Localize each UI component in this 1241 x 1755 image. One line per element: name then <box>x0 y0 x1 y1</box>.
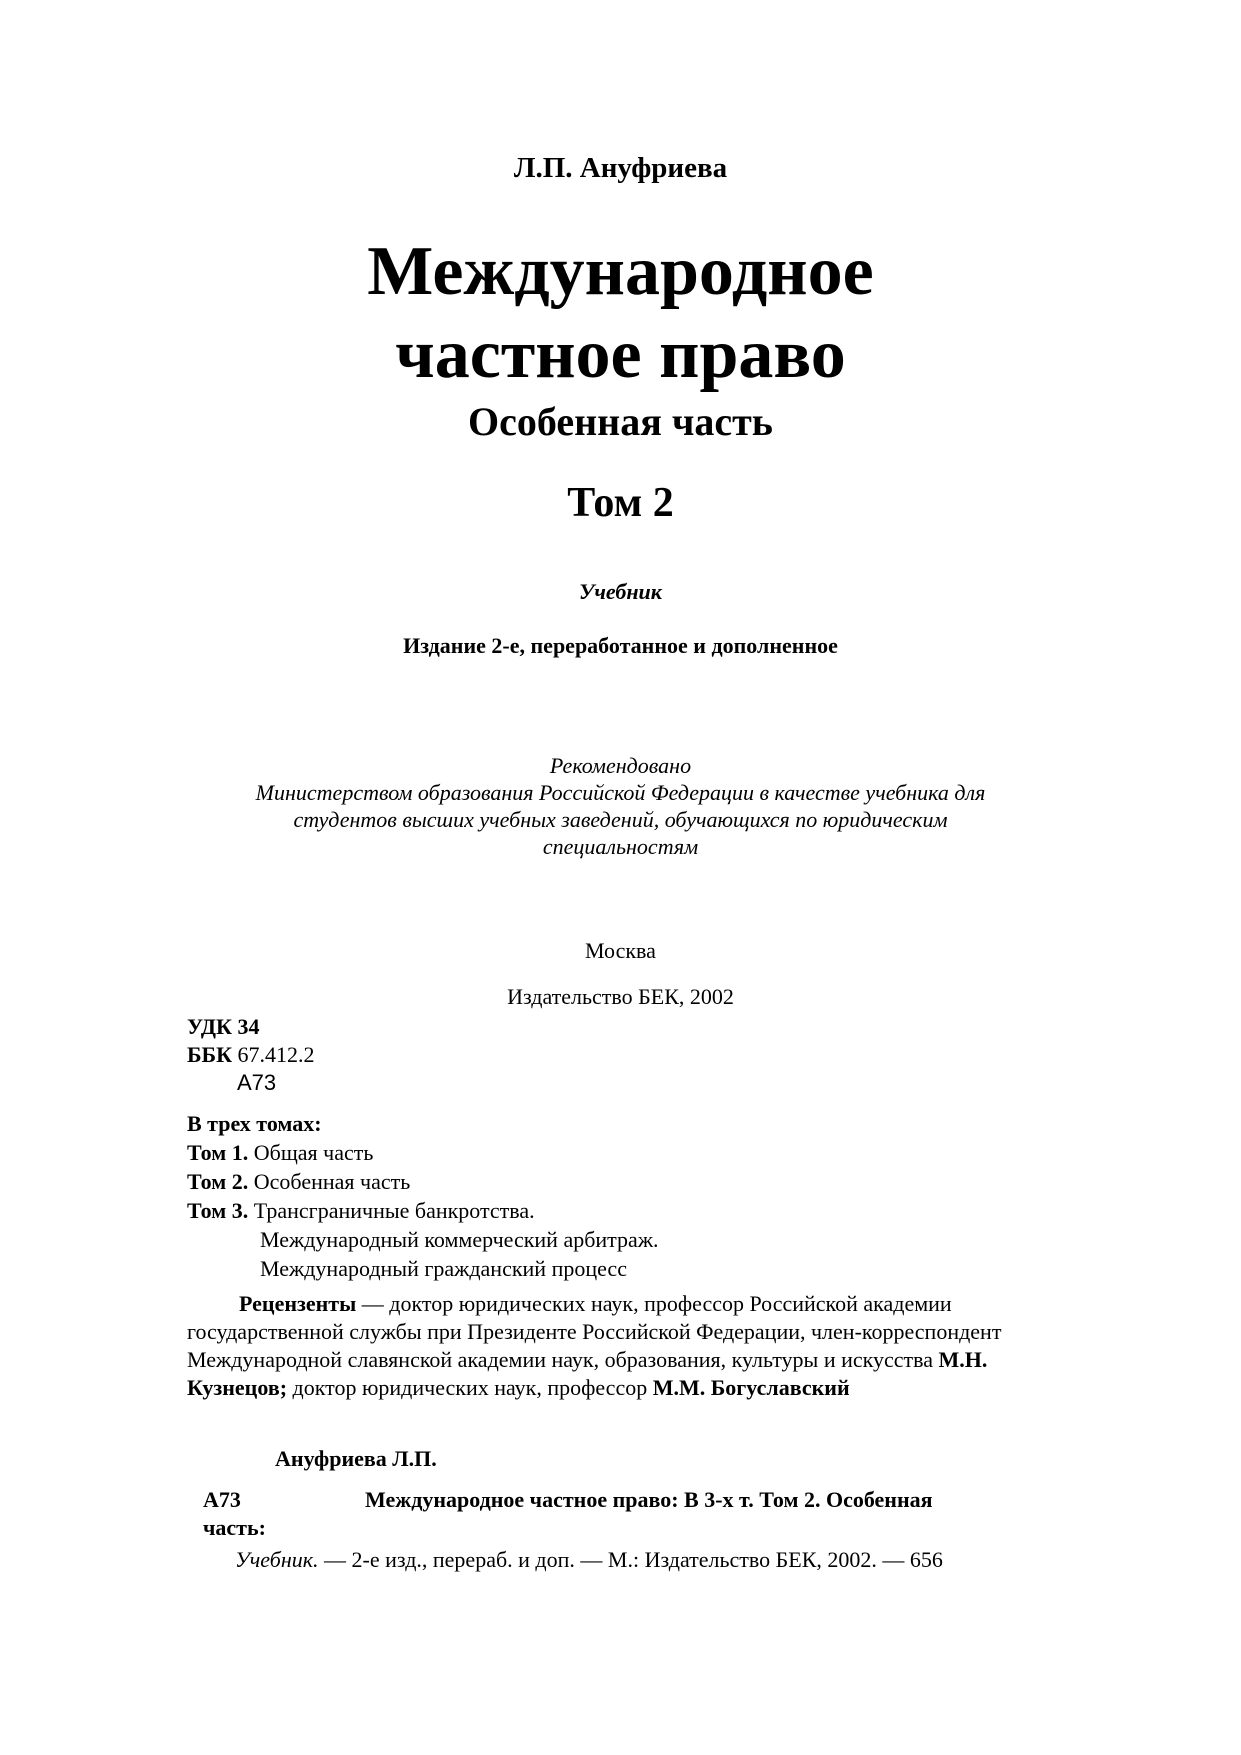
catalog-card-author: Ануфриева Л.П. <box>275 1446 437 1471</box>
volume-entry: Том 2. Особенная часть <box>187 1169 411 1194</box>
reviewer-name: М.Н. Кузнецов; <box>187 1347 988 1400</box>
reviewer-name: М.М. Богуславский <box>652 1375 850 1400</box>
volumes-header: В трех томах: <box>187 1111 322 1136</box>
classification-codes <box>187 1013 315 1069</box>
volume-entry-continued: Международный гражданский процесс <box>260 1256 627 1281</box>
reviewers-label: Рецензенты <box>239 1291 357 1316</box>
recommendation-line: Министерством образования Российской Федерации в качестве учебника для <box>255 780 986 805</box>
publication-city: Москва <box>585 938 656 963</box>
author-mark: А73 <box>237 1070 277 1095</box>
catalog-card-description: Учебник. — 2-е изд., перераб. и доп. — М.: Издательство БЕК, 2002. — 656 <box>235 1547 943 1572</box>
book-title-line-1: Международное <box>367 233 874 310</box>
volume-number: Том 2 <box>567 480 674 526</box>
bbk-code <box>187 1041 315 1069</box>
author-name: Л.П. Ануфриева <box>513 152 728 184</box>
catalog-card-code: А73 <box>203 1487 241 1512</box>
catalog-card-title-continued: часть: <box>203 1515 266 1540</box>
recommendation-line: студентов высших учебных заведений, обучающихся по юридическим <box>293 807 948 832</box>
catalog-card-title: Международное частное право: В 3-х т. Том 2. Особенная <box>365 1487 933 1512</box>
volume-entry: Том 3. Трансграничные банкротства. <box>187 1198 535 1223</box>
volume-entry-continued: Международный коммерческий арбитраж. <box>260 1227 659 1252</box>
udk-code: УДК 34 <box>187 1014 260 1039</box>
edition-info: Издание 2-е, переработанное и дополненное <box>403 633 838 658</box>
recommendation-line: Рекомендовано <box>549 753 692 778</box>
bbk-label: ББК <box>187 1042 233 1067</box>
recommendation-block <box>0 752 1241 860</box>
book-subtitle: Особенная часть <box>468 399 773 444</box>
reviewers-paragraph: Рецензенты — доктор юридических наук, профессор Российской академии государственной службы при Президенте Российской Федерации, член-корреспондент Международной славянской академии наук, образования, культуры и искусства М.Н. Кузнецов; доктор юридических наук, профессор М.М. Богуславский <box>187 1291 1002 1400</box>
recommendation-line: специальностям <box>542 834 699 859</box>
book-kind: Учебник <box>579 579 662 604</box>
bbk-value: 67.412.2 <box>232 1042 315 1067</box>
publisher-year: Издательство БЕК, 2002 <box>507 984 734 1009</box>
book-title-line-2: частное право <box>395 316 846 393</box>
volume-entry: Том 1. Общая часть <box>187 1140 374 1165</box>
volumes-list <box>187 1109 659 1283</box>
